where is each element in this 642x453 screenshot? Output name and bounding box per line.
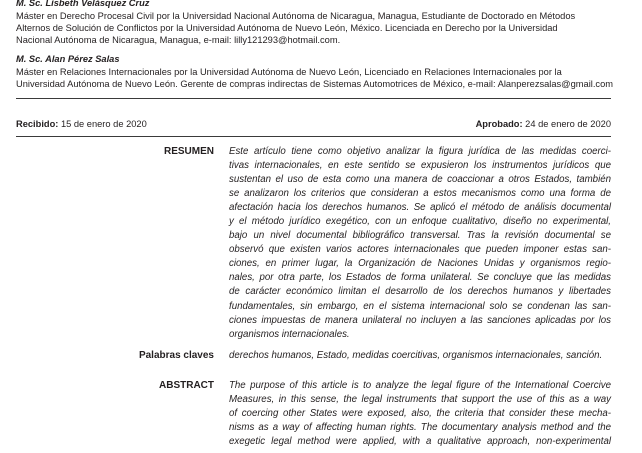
abstract-line: nisms as a way of affecting human rights. The documentary analysis method and the [229,422,611,434]
abstract-line: exegetic legal method were applied, with a qualitative approach, non-experimental [229,436,611,448]
resumen-text [229,145,611,342]
abstract-line: The purpose of this article is to analyze the legal figure of the International Coercive [229,380,611,391]
resumen-line: Este artículo tiene como objetivo analizar la figura jurídica de las medidas coerci- [229,146,611,157]
resumen-line: sustentan el uso de esta como una manera de coaccionar a otros Estados, también [229,174,611,186]
author-2-description-line: Universidad Autónoma de Nuevo León. Gerente de compras indirectas de Sistemas Automotrices de México, e-mail: Alanperezsalas@gmail.com [16,79,613,90]
abstract-line: Measures, in this sense, the legal instruments that support the use of this as a way [229,394,611,406]
approved-date [476,118,611,130]
divider-top [16,98,611,99]
abstract-label: ABSTRACT [159,380,214,391]
author-1-description-line: Nacional Autónoma de Nicaragua, Managua, e-mail: lilly121293@hotmail.com. [16,35,341,46]
resumen-line: y el método jurídico exegético, con un enfoque cualitativo, diseño no experimental, [229,216,611,228]
resumen-label: RESUMEN [163,146,214,157]
author-1-description-line: Máster en Derecho Procesal Civil por la Universidad Nacional Autónoma de Nicaragua, Managua, Estudiante de Doctorado en Métodos [16,11,576,21]
received-value: 15 de enero de 2020 [60,119,147,129]
approved-label: Aprobado: [475,119,523,129]
resumen-line: nales, por otra parte, los Estados de forma unilateral. Se concluye que las medidas [229,272,611,284]
abstract-text [229,379,611,449]
resumen-line: ciones impuestas de manera unilateral no incluyen a las sanciones aplicadas por los [229,314,611,326]
resumen-line: bajo un nivel documental bibliográfico transversal. Tras la revisión documental se [229,230,611,242]
approved-value: 24 de enero de 2020 [525,119,611,129]
keywords-text [229,349,611,363]
resumen-line: tivas internacionales, en este sentido se expusieron los instrumentos jurídicos que [229,160,611,172]
author-2-description [16,66,616,90]
resumen-line: se analizaron los criterios que consideran a estos mecanismos como una forma de [229,188,611,200]
divider-bottom [16,136,611,137]
resumen-line: de carácter económico limitan el desarrollo de los derechos humanos y libertades [229,286,611,298]
resumen-line: organismos internacionales. [229,328,350,340]
resumen-line: observó que existen varios actores internacionales que pueden imponer estas san- [229,244,611,256]
received-date [16,118,147,130]
author-1-description [16,10,616,47]
received-label: Recibido: [16,119,59,129]
keywords-value: derechos humanos, Estado, medidas coercitivas, organismos internacionales, sanción. [229,350,603,361]
author-1-name: M. Sc. Lisbeth Velásquez Cruz [16,0,150,8]
author-2-description-line: Máster en Relaciones Internacionales por la Universidad Autónoma de Nuevo León, Licenciado en Relaciones Internacionales por la [16,67,562,77]
keywords-label: Palabras claves [138,350,214,361]
resumen-line: afectación hacia los derechos humanos. Se aplicó el método de análisis documental [229,202,611,214]
author-1-description-line: Alternos de Solución de Conflictos por la Universidad Autónoma de Nuevo León, México. Licenciada en Derecho por la Universidad [16,23,558,34]
resumen-line: ciones, en primer lugar, la Organización de Naciones Unidas y organismos regio- [229,258,611,270]
author-2-name: M. Sc. Alan Pérez Salas [16,54,120,64]
abstract-line: of coercing other States were exposed, also, the criteria that consider these mecha- [229,408,611,420]
resumen-line: fundamentales, sin embargo, en el sistema internacional solo se condenan las san- [229,300,611,312]
